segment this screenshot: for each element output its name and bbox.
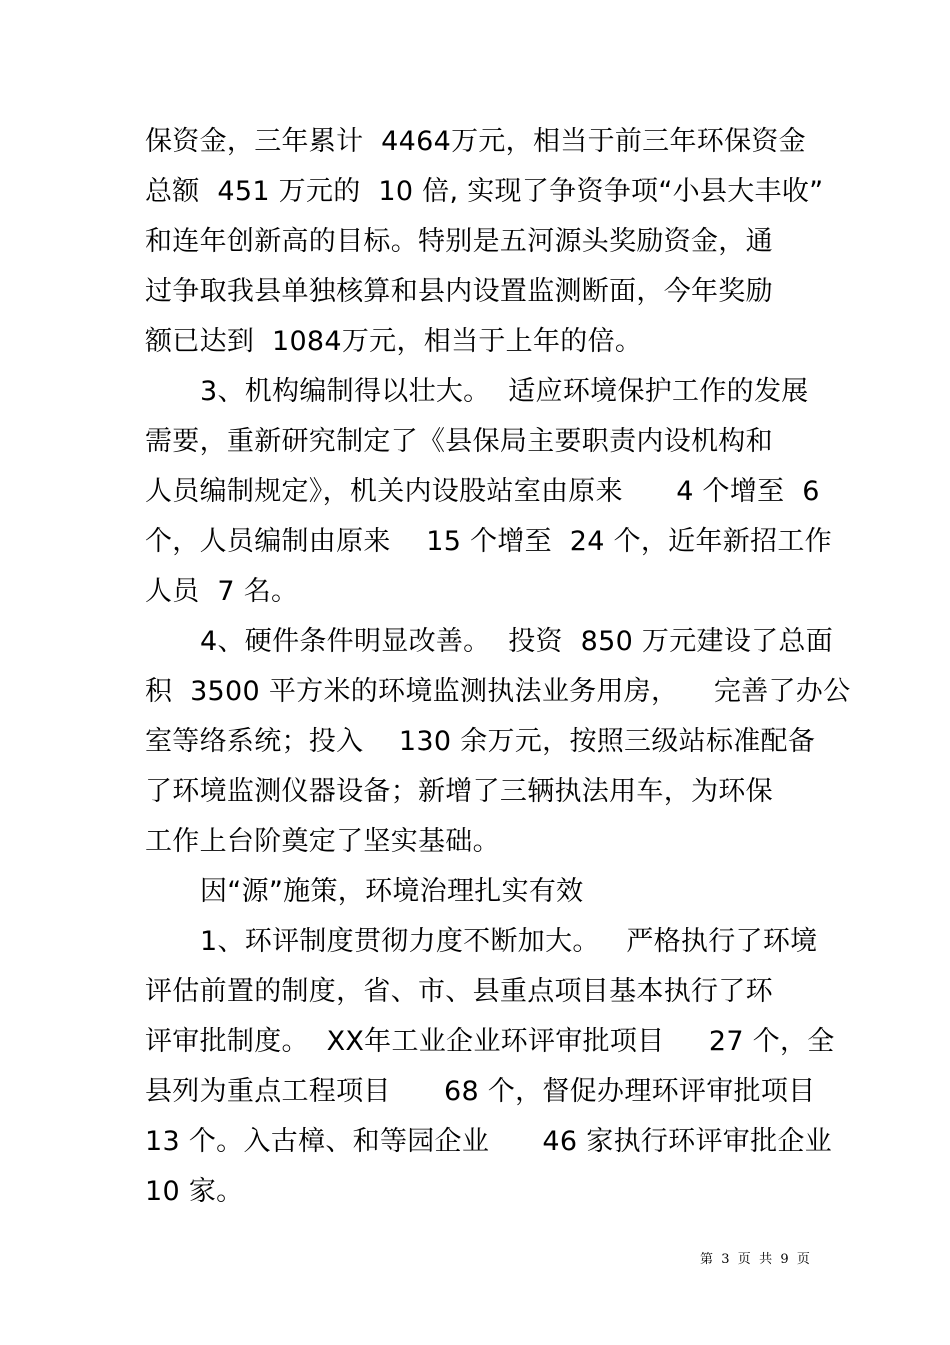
text-line: 室等络系统；投入 130 余万元，按照三级站标准配备	[145, 726, 816, 757]
text-line: 需要，重新研究制定了《县保局主要职责内设机构和	[145, 426, 773, 457]
text-line: 评估前置的制度，省、市、县重点项目基本执行了环	[145, 976, 773, 1007]
text-line: 总额 451 万元的 10 倍, 实现了争资争项“小县大丰收”	[145, 176, 824, 207]
section-heading: 因“源”施策，环境治理扎实有效	[200, 876, 584, 907]
text-line: 工作上台阶奠定了坚实基础。	[145, 826, 500, 857]
text-line: 评审批制度。 XX年工业企业环评审批项目 27 个，全	[145, 1026, 835, 1057]
page-number-footer: 第 3 页 共 9 页	[700, 1252, 810, 1267]
text-line: 人员 7 名。	[145, 576, 299, 607]
section-item-4: 4、硬件条件明显改善。 投资 850 万元建设了总面	[200, 626, 834, 657]
section-item-1: 1、环评制度贯彻力度不断加大。 严格执行了环境	[200, 926, 818, 957]
text-line: 过争取我县单独核算和县内设置监测断面，今年奖励	[145, 276, 773, 307]
section-item-3: 3、机构编制得以壮大。 适应环境保护工作的发展	[200, 376, 809, 407]
text-line: 积 3500 平方米的环境监测执法业务用房， 完善了办公	[145, 676, 851, 707]
text-line: 和连年创新高的目标。特别是五河源头奖励资金，通	[145, 226, 773, 257]
text-line: 了环境监测仪器设备；新增了三辆执法用车，为环保	[145, 776, 773, 807]
text-line: 县列为重点工程项目 68 个，督促办理环评审批项目	[145, 1076, 816, 1107]
text-line: 10 家。	[145, 1176, 244, 1207]
text-line: 额已达到 1084万元，相当于上年的倍。	[145, 326, 643, 357]
text-line: 个，人员编制由原来 15 个增至 24 个，近年新招工作	[145, 526, 832, 557]
text-line: 人员编制规定》，机关内设股站室由原来 4 个增至 6	[145, 476, 820, 507]
text-line: 13 个。入古樟、和等园企业 46 家执行环评审批企业	[145, 1126, 832, 1157]
text-line: 保资金，三年累计 4464万元，相当于前三年环保资金	[145, 126, 806, 157]
